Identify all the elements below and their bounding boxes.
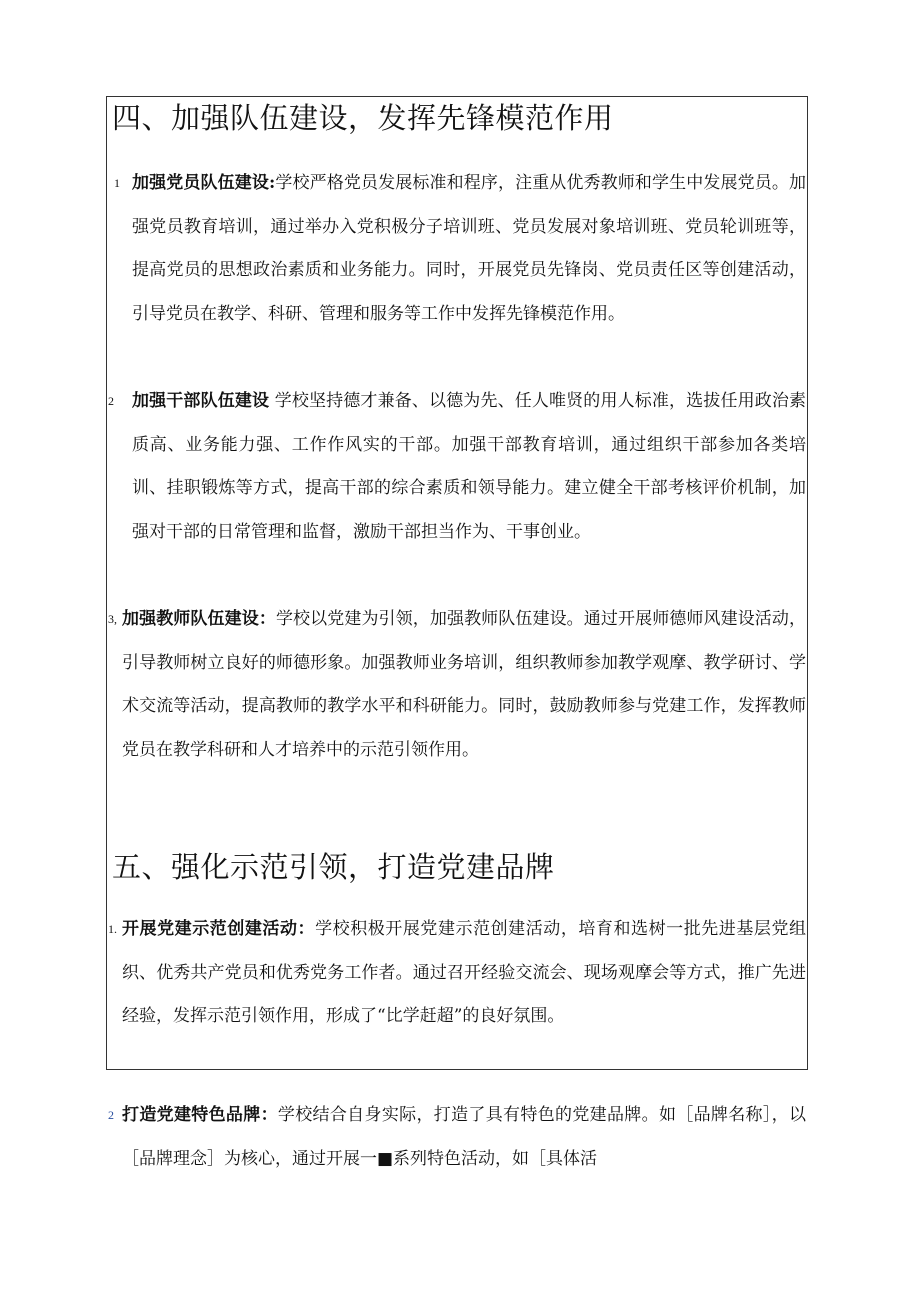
item-lead: 打造党建特色品牌：	[122, 1105, 278, 1125]
item-number: 3,	[108, 612, 117, 626]
item-text: 学校严格党员发展标准和程序，注重从优秀教师和学生中发展党员。加强党员教育培训，通过举办入党积极分子培训班、党员发展对象培训班、党员轮训班等，提高党员的思想政治素质和业务能力。同时，开展党员先锋岗、党员责任区等创建活动，引导党员在教学、科研、管理和服务等工作中发挥先锋模范作用。	[132, 173, 806, 324]
list-item	[122, 1094, 806, 1184]
item-text: 学校积极开展党建示范创建活动，培育和选树一批先进基层党组织、优秀共产党员和优秀党务工作者。通过召开经验交流会、现场观摩会等方式，推广先进经验，发挥示范引领作用，形成了“比学赶超”的良好氛围。	[122, 919, 807, 1026]
list-item	[132, 380, 806, 598]
item-number: 1	[114, 176, 120, 190]
item-lead: 开展党建示范创建活动：	[122, 919, 316, 939]
item-number: 2	[108, 1108, 114, 1122]
item-lead: 加强党员队伍建设:	[132, 173, 276, 193]
item-number: 1.	[108, 922, 117, 936]
item-lead: 加强教师队伍建设：	[122, 609, 276, 629]
item-text: 学校结合自身实际，打造了具有特色的党建品牌。如［品牌名称］，以［品牌理念］为核心，通过开展一■系列特色活动，如［具体活	[122, 1105, 807, 1169]
list-item	[132, 162, 806, 380]
item-lead: 加强干部队伍建设	[132, 391, 270, 411]
list-item	[122, 598, 806, 816]
item-text: 学校坚持德才兼备、以德为先、任人唯贤的用人标准，选拔任用政治素质高、业务能力强、工作作风实的干部。加强干部教育培训，通过组织干部参加各类培训、挂职锻炼等方式，提高干部的综合素质和领导能力。建立健全干部考核评价机制，加强对干部的日常管理和监督，激励干部担当作为、干事创业。	[132, 391, 807, 542]
section-heading-4: 四、加强队伍建设，发挥先锋模范作用	[112, 101, 614, 135]
list-item	[122, 908, 806, 1068]
section-heading-5: 五、强化示范引领，打造党建品牌	[112, 850, 555, 884]
item-text: 学校以党建为引领，加强教师队伍建设。通过开展师德师风建设活动，引导教师树立良好的师德形象。加强教师业务培训，组织教师参加教学观摩、教学研讨、学术交流等活动，提高教师的教学水平和科研能力。同时，鼓励教师参与党建工作，发挥教师党员在教学科研和人才培养中的示范引领作用。	[122, 609, 807, 760]
item-number: 2	[108, 394, 114, 408]
